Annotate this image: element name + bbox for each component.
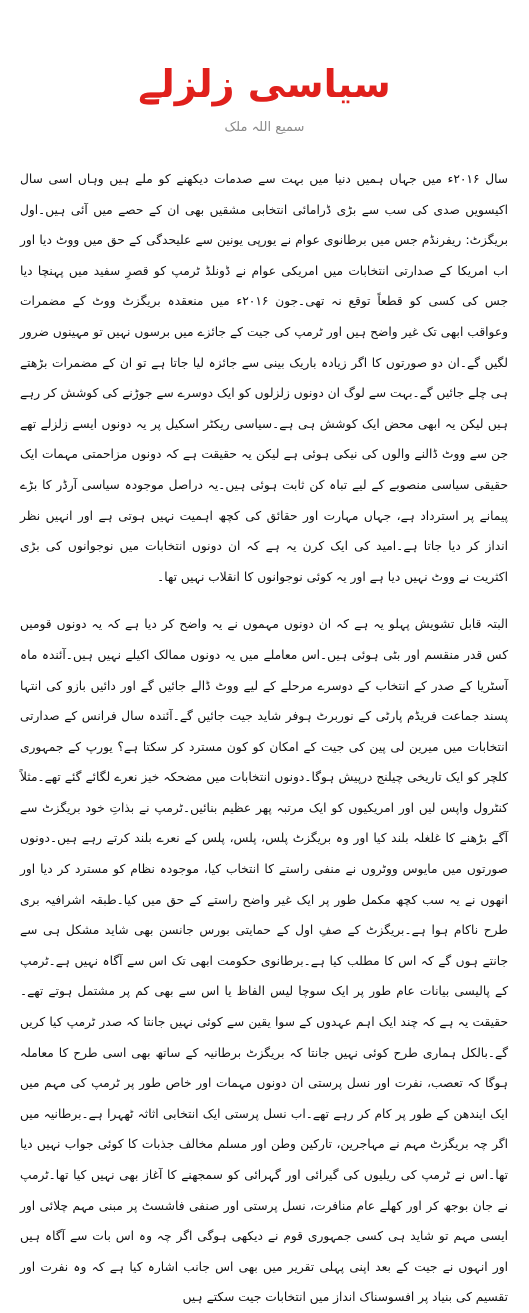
- article-title: سیاسی زلزلے: [138, 62, 391, 106]
- author-byline: سمیع اللہ ملک: [224, 120, 305, 135]
- article-body: [20, 164, 508, 1313]
- paragraph-2: البتہ قابل تشویش پہلو یہ ہے کہ ان دونوں مہموں نے یہ واضح کر دیا ہے کہ یہ دونوں قومیں کس قدر منقسم اور بٹی ہوئی ہیں۔اس معاملے میں یہ دونوں ممالک اکیلے نہیں ہیں۔آئندہ ماہ آسٹریا کے صدر کے انتخاب کے دوسرے مرحلے کے لیے ووٹ ڈالے جائیں گے اور دائیں بازو کی انتہا پسند جماعت فریڈم پارٹی کے نوربرٹ ہوفر شاید جیت جائیں گے۔آئندہ سال فرانس کے صدارتی انتخابات میں میرین لی پین کی جیت کے امکان کو کون مسترد کر سکتا ہے؟ یورپ کے جمہوری کلچر کو ایک تاریخی چیلنج درپیش ہوگا۔دونوں انتخابات میں مضحکہ خیز نعرے لگائے گئے تھے۔مثلاً کنٹرول واپس لیں اور امریکیوں کو ایک مرتبہ پھر عظیم بنائیں۔ٹرمپ نے بذاتِ خود بریگزٹ سے آگے بڑھنے کا غلغلہ بلند کیا اور وہ بریگزٹ پلس، پلس، پلس کے نعرے بلند کرتے رہے ہیں۔دونوں صورتوں میں مایوس ووٹروں نے منفی راستے کا انتخاب کیا، موجودہ نظام کو مسترد کر دیا اور انھوں نے یہ سب کچھ مکمل طور پر ایک غیر واضح راستے کے حق میں کیا۔طبقہ اشرافیہ بری طرح ناکام ہوا ہے۔بریگزٹ کے صفِ اول کے حمایتی بورس جانسن بھی شاید مشکل ہی سے جانتے ہوں گے کہ اس کا مطلب کیا ہے۔برطانوی حکومت ابھی تک اس سے آگاہ نہیں ہے۔ٹرمپ کے پالیسی بیانات عام طور پر ایک سوچا لیس الفاظ یا اس سے بھی کم پر مشتمل ہوتے تھے۔حقیقت یہ ہے کہ چند ایک اہم عہدوں کے سوا یقین سے کوئی نہیں جانتا کہ صدر ٹرمپ کیا کریں گے۔بالکل ہماری طرح کوئی نہیں جانتا کہ بریگزٹ برطانیہ کے ساتھ بھی اسی طرح کا معاملہ ہوگا کہ تعصب، نفرت اور نسل پرستی ان دونوں مہمات اور خاص طور پر ٹرمپ کی مہم میں ایک ایندھن کے طور پر کام کر رہے تھے۔اب نسل پرستی ایک انتخابی اثاثہ ٹھہرا ہے۔برطانیہ میں اگر چہ بریگزٹ مہم نے مہاجرین، تارکین وطن اور مسلم مخالف جذبات کا کوئی جواب نہیں دیا تھا۔اس نے ٹرمپ کی ریلیوں کی گیرائی اور گہرائی کو سمجھنے کا آغاز بھی نہیں کیا تھا۔ٹرمپ نے جان بوجھ کر اور کھلے عام منافرت، نسل پرستی اور صنفی فاشسٹ پر مبنی مہم چلائی اور ایسی مہم تو شاید ہی کسی جمہوری قوم نے دیکھی ہوگی اگر چہ وہ اس بات سے آگاہ ہیں اور انہوں نے جیت کے بعد اپنی پہلی تقریر میں بھی اس جانب اشارہ کیا ہے کہ وہ نفرت اور تقسیم کی بنیاد پر افسوسناک انداز میں انتخابات جیت سکتے ہیں: [20, 617, 508, 1305]
- paragraph-1: سال ۲۰۱۶ء میں جہاں ہمیں دنیا میں بہت سے صدمات دیکھنے کو ملے ہیں وہاں اسی سال اکیسویں صدی کی سب سے بڑی ڈرامائی انتخابی مشقیں بھی ان کے حصے میں آئی ہیں۔اول بریگزٹ: ریفرنڈم جس میں برطانوی عوام نے یورپی یونین سے علیحدگی کے حق میں ووٹ دیا اور اب امریکا کے صدارتی انتخابات میں امریکی عوام نے ڈونلڈ ٹرمپ کو قصرِ سفید میں پہنچا دیا جس کی کسی کو قطعاً توقع نہ تھی۔جون ۲۰۱۶ء میں منعقدہ بریگزٹ ووٹ کے مضمرات وعواقب ابھی تک غیر واضح ہیں اور ٹرمپ کی جیت کے جائزے میں برسوں نہیں تو مہینوں ضرور لگیں گے۔ان دو صورتوں کا اگر زیادہ باریک بینی سے جائزہ لیا جاتا ہے تو ان کے مضمرات بڑھتے ہی چلے جائیں گے۔بہت سے لوگ ان دونوں زلزلوں کو ایک دوسرے سے جوڑنے کی کوشش کر رہے ہیں لیکن یہ ابھی محض ایک کوشش ہی ہے۔سیاسی ریکٹر اسکیل پر یہ دونوں ایسے زلزلے تھے جن سے ووٹ ڈالنے والوں کی نیکی ہوئی ہے لیکن یہ حقیقت ہے کہ دونوں مزاحمتی مہمات ایک حقیقی سیاسی منصوبے کے لیے تباہ کن ثابت ہوئی ہیں۔یہ دراصل موجودہ سیاسی آرڈر کا بڑے پیمانے پر استرداد ہے، جہاں مہارت اور حقائق کی کچھ اہمیت نہیں ہوتی ہے اور انہیں نظر انداز کر دیا جاتا ہے۔امید کی ایک کرن یہ ہے کہ ان دونوں انتخابات میں نوجوانوں کی بڑی اکثریت نے ووٹ نہیں دیا ہے اور یہ کوئی نوجوانوں کا انقلاب نہیں تھا۔: [20, 172, 508, 584]
